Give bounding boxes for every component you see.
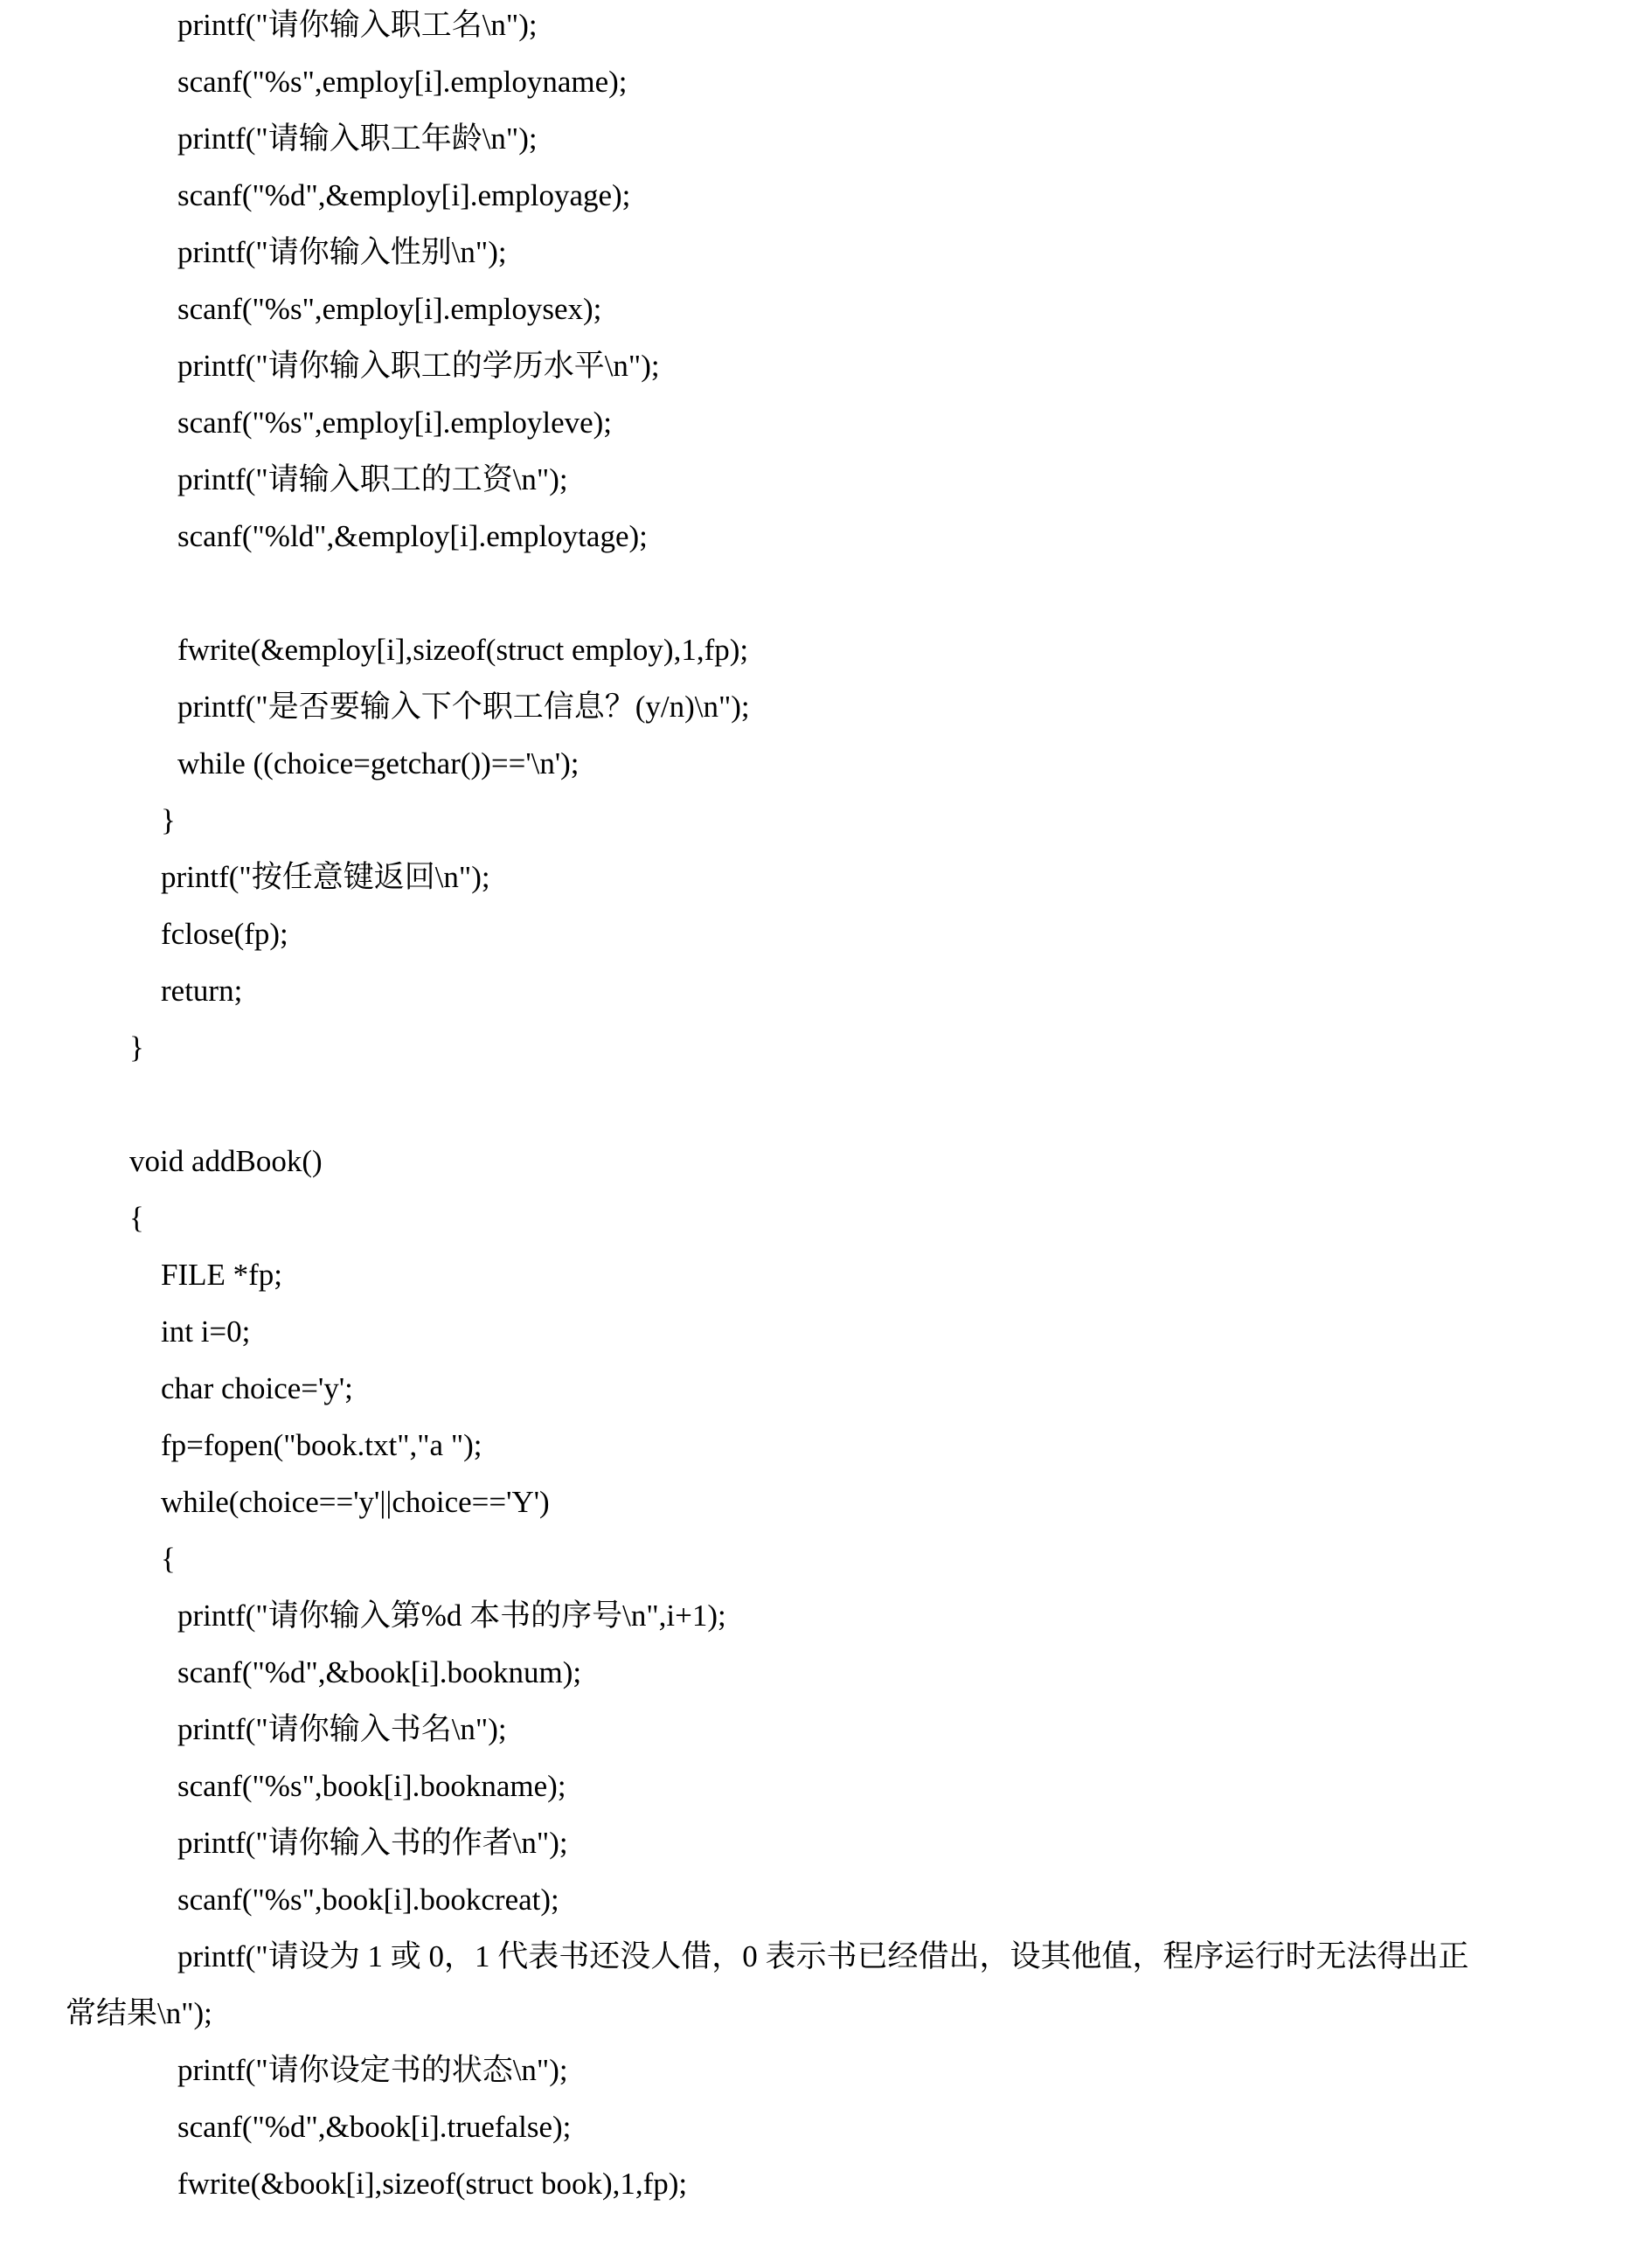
code-line: fwrite(&employ[i],sizeof(struct employ),1,fp); [177,633,749,667]
code-line: scanf("%ld",&employ[i].employtage); [177,519,648,553]
code-line: printf("请你输入第%d 本书的序号\n",i+1); [177,1599,726,1633]
code-line: scanf("%d",&book[i].booknum); [177,1655,582,1689]
code-line: scanf("%s",employ[i].employsex); [177,292,602,326]
code-line: char choice='y'; [161,1371,353,1405]
code-line: printf("是否要输入下个职工信息？(y/n)\n"); [177,690,750,724]
code-line: void addBook() [129,1144,323,1178]
code-line: printf("按任意键返回\n"); [161,860,490,894]
code-line: int i=0; [161,1314,251,1349]
code-line: 常结果\n"); [66,1996,212,2030]
code-line: return; [161,974,243,1008]
code-line: printf("请你输入书名\n"); [177,1712,507,1746]
code-line: } [161,803,176,837]
code-line: while ((choice=getchar())=='\n'); [177,746,580,780]
code-line: fwrite(&book[i],sizeof(struct book),1,fp); [177,2167,688,2201]
code-line: printf("请输入职工年龄\n"); [177,121,538,156]
code-line: { [161,1542,176,1576]
code-line: printf("请你输入职工的学历水平\n"); [177,349,660,383]
code-line: { [129,1201,144,1235]
code-line: } [129,1030,144,1065]
code-line: printf("请你设定书的状态\n"); [177,2053,568,2087]
code-line: scanf("%s",book[i].bookname); [177,1769,566,1803]
code-line: scanf("%d",&book[i].truefalse); [177,2110,572,2144]
code-line: fp=fopen("book.txt","a "); [161,1428,482,1462]
code-line: printf("请你输入性别\n"); [177,235,507,269]
code-line: scanf("%d",&employ[i].employage); [177,178,631,212]
code-line: printf("请输入职工的工资\n"); [177,462,568,496]
code-line: scanf("%s",employ[i].employname); [177,65,628,99]
code-line: scanf("%s",employ[i].employleve); [177,406,613,440]
code-line: printf("请你输入书的作者\n"); [177,1826,568,1860]
code-line: fclose(fp); [161,917,288,951]
code-line: while(choice=='y'||choice=='Y') [161,1485,550,1519]
code-line: printf("请你输入职工名\n"); [177,8,538,42]
code-line: scanf("%s",book[i].bookcreat); [177,1883,559,1917]
code-line: FILE *fp; [161,1258,283,1292]
code-line: printf("请设为 1 或 0，1 代表书还没人借，0 表示书已经借出，设其他值，程序运行时无法得出正 [177,1939,1469,1973]
